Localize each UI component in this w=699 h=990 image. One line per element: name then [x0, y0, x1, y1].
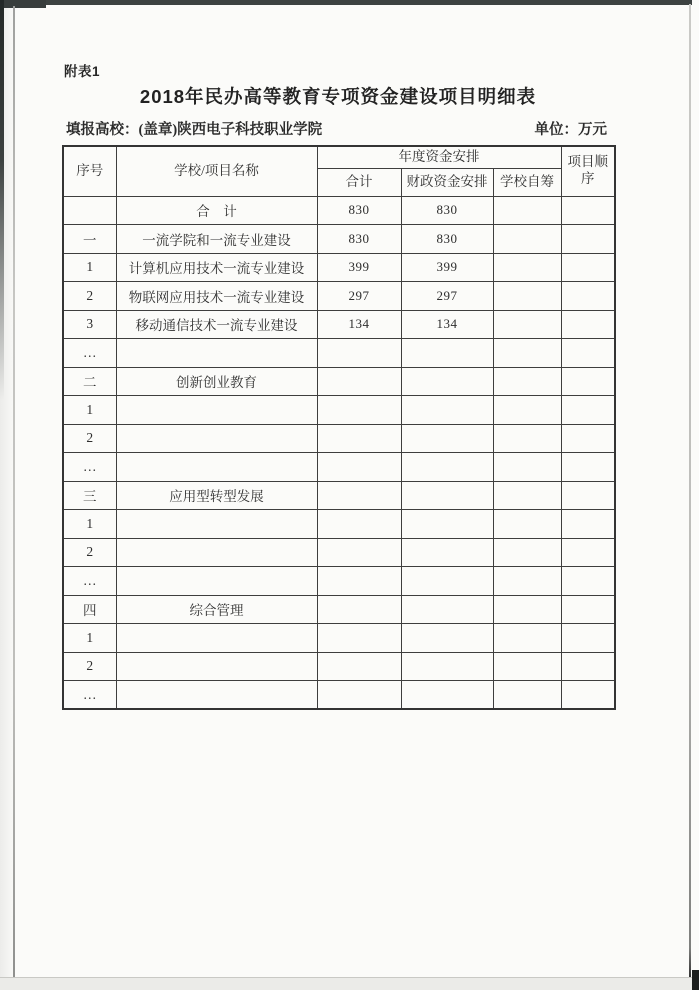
table-row: [63, 624, 615, 653]
cell-total: [317, 453, 401, 482]
scan-edge-left-dark: [0, 0, 4, 400]
cell-self-raised: [493, 396, 561, 425]
header-name: 学校/项目名称: [116, 146, 317, 196]
header-self-raised: 学校自筹: [493, 168, 561, 196]
cell-seq: 2: [63, 424, 116, 453]
table-row: [63, 367, 615, 396]
table-header: [63, 146, 615, 196]
scan-edge-top: [0, 0, 692, 5]
cell-fiscal: [401, 339, 493, 368]
attachment-label: 附表1: [64, 64, 101, 79]
table-row: [63, 652, 615, 681]
table-row: [63, 538, 615, 567]
cell-name: 合 计: [116, 196, 317, 225]
cell-total: 830: [317, 196, 401, 225]
cell-seq: 四: [63, 595, 116, 624]
cell-fiscal: 399: [401, 253, 493, 282]
cell-seq: …: [63, 453, 116, 482]
header-seq: 序号: [63, 146, 116, 196]
cell-name: 物联网应用技术一流专业建设: [116, 282, 317, 311]
cell-total: [317, 681, 401, 710]
header-order: 项目顺序: [561, 146, 615, 196]
cell-total: [317, 339, 401, 368]
cell-self-raised: [493, 339, 561, 368]
cell-self-raised: [493, 595, 561, 624]
table-row: [63, 253, 615, 282]
cell-self-raised: [493, 310, 561, 339]
cell-name: [116, 453, 317, 482]
scan-edge-bottom: [0, 977, 699, 990]
cell-seq: 1: [63, 253, 116, 282]
cell-seq: 二: [63, 367, 116, 396]
scan-edge-right: [689, 4, 691, 977]
cell-self-raised: [493, 567, 561, 596]
cell-order: [561, 681, 615, 710]
page-fold-line: [13, 6, 15, 977]
cell-total: [317, 624, 401, 653]
cell-seq: …: [63, 567, 116, 596]
cell-fiscal: [401, 367, 493, 396]
cell-seq: 1: [63, 396, 116, 425]
header-row-1: [63, 146, 615, 168]
cell-order: [561, 367, 615, 396]
cell-fiscal: [401, 567, 493, 596]
cell-name: [116, 339, 317, 368]
cell-self-raised: [493, 624, 561, 653]
cell-order: [561, 652, 615, 681]
cell-total: [317, 396, 401, 425]
table-row: [63, 567, 615, 596]
cell-order: [561, 310, 615, 339]
cell-seq: 2: [63, 538, 116, 567]
cell-fiscal: 297: [401, 282, 493, 311]
cell-seq: …: [63, 681, 116, 710]
cell-name: 创新创业教育: [116, 367, 317, 396]
cell-total: [317, 367, 401, 396]
school-label: 填报高校：(盖章)陕西电子科技职业学院: [66, 122, 323, 138]
table-row: [63, 396, 615, 425]
cell-total: [317, 510, 401, 539]
cell-total: [317, 538, 401, 567]
table-row: [63, 681, 615, 710]
cell-fiscal: [401, 481, 493, 510]
cell-fiscal: [401, 424, 493, 453]
cell-fiscal: 830: [401, 196, 493, 225]
cell-order: [561, 481, 615, 510]
cell-total: [317, 481, 401, 510]
cell-name: [116, 652, 317, 681]
cell-fiscal: [401, 538, 493, 567]
cell-name: 综合管理: [116, 595, 317, 624]
cell-total: 830: [317, 225, 401, 254]
cell-fiscal: [401, 681, 493, 710]
table-row: [63, 510, 615, 539]
cell-self-raised: [493, 453, 561, 482]
cell-fiscal: [401, 453, 493, 482]
unit-label: 单位：万元: [534, 122, 607, 138]
cell-self-raised: [493, 253, 561, 282]
cell-order: [561, 196, 615, 225]
cell-self-raised: [493, 652, 561, 681]
cell-name: [116, 424, 317, 453]
cell-order: [561, 538, 615, 567]
cell-seq: 一: [63, 225, 116, 254]
cell-name: 计算机应用技术一流专业建设: [116, 253, 317, 282]
cell-name: [116, 396, 317, 425]
cell-seq: …: [63, 339, 116, 368]
scan-corner-bottom-right: [692, 970, 699, 990]
cell-name: 应用型转型发展: [116, 481, 317, 510]
cell-name: [116, 567, 317, 596]
cell-total: [317, 595, 401, 624]
cell-name: [116, 538, 317, 567]
table-row: [63, 481, 615, 510]
cell-fiscal: 134: [401, 310, 493, 339]
cell-name: [116, 624, 317, 653]
cell-seq: 2: [63, 652, 116, 681]
cell-order: [561, 510, 615, 539]
table-row: [63, 225, 615, 254]
cell-order: [561, 567, 615, 596]
budget-table: [62, 145, 616, 710]
cell-seq: 2: [63, 282, 116, 311]
cell-seq: 三: [63, 481, 116, 510]
cell-self-raised: [493, 367, 561, 396]
table-row: [63, 196, 615, 225]
cell-fiscal: [401, 624, 493, 653]
cell-total: [317, 424, 401, 453]
cell-self-raised: [493, 424, 561, 453]
table-body: [63, 196, 615, 709]
cell-name: 一流学院和一流专业建设: [116, 225, 317, 254]
cell-self-raised: [493, 538, 561, 567]
cell-order: [561, 595, 615, 624]
cell-self-raised: [493, 196, 561, 225]
header-total: 合计: [317, 168, 401, 196]
cell-name: [116, 510, 317, 539]
cell-seq: 3: [63, 310, 116, 339]
cell-order: [561, 225, 615, 254]
table-row: [63, 310, 615, 339]
cell-self-raised: [493, 225, 561, 254]
cell-order: [561, 253, 615, 282]
table-row: [63, 424, 615, 453]
page-title: 2018年民办高等教育专项资金建设项目明细表: [139, 86, 537, 107]
cell-seq: [63, 196, 116, 225]
cell-fiscal: 830: [401, 225, 493, 254]
cell-self-raised: [493, 510, 561, 539]
cell-order: [561, 396, 615, 425]
table-row: [63, 339, 615, 368]
meta-row: [66, 118, 607, 139]
table-row: [63, 453, 615, 482]
cell-self-raised: [493, 681, 561, 710]
cell-fiscal: [401, 510, 493, 539]
cell-order: [561, 624, 615, 653]
cell-seq: 1: [63, 624, 116, 653]
cell-name: [116, 681, 317, 710]
header-annual-group: 年度资金安排: [317, 146, 561, 168]
cell-order: [561, 339, 615, 368]
cell-total: [317, 567, 401, 596]
cell-self-raised: [493, 282, 561, 311]
cell-seq: 1: [63, 510, 116, 539]
cell-fiscal: [401, 652, 493, 681]
cell-order: [561, 424, 615, 453]
cell-total: 297: [317, 282, 401, 311]
scan-edge-top-left: [0, 0, 46, 8]
cell-fiscal: [401, 396, 493, 425]
cell-name: 移动通信技术一流专业建设: [116, 310, 317, 339]
table-row: [63, 282, 615, 311]
cell-fiscal: [401, 595, 493, 624]
cell-order: [561, 282, 615, 311]
table-row: [63, 595, 615, 624]
header-fiscal: 财政资金安排: [401, 168, 493, 196]
cell-self-raised: [493, 481, 561, 510]
cell-total: 134: [317, 310, 401, 339]
cell-total: [317, 652, 401, 681]
cell-order: [561, 453, 615, 482]
cell-total: 399: [317, 253, 401, 282]
